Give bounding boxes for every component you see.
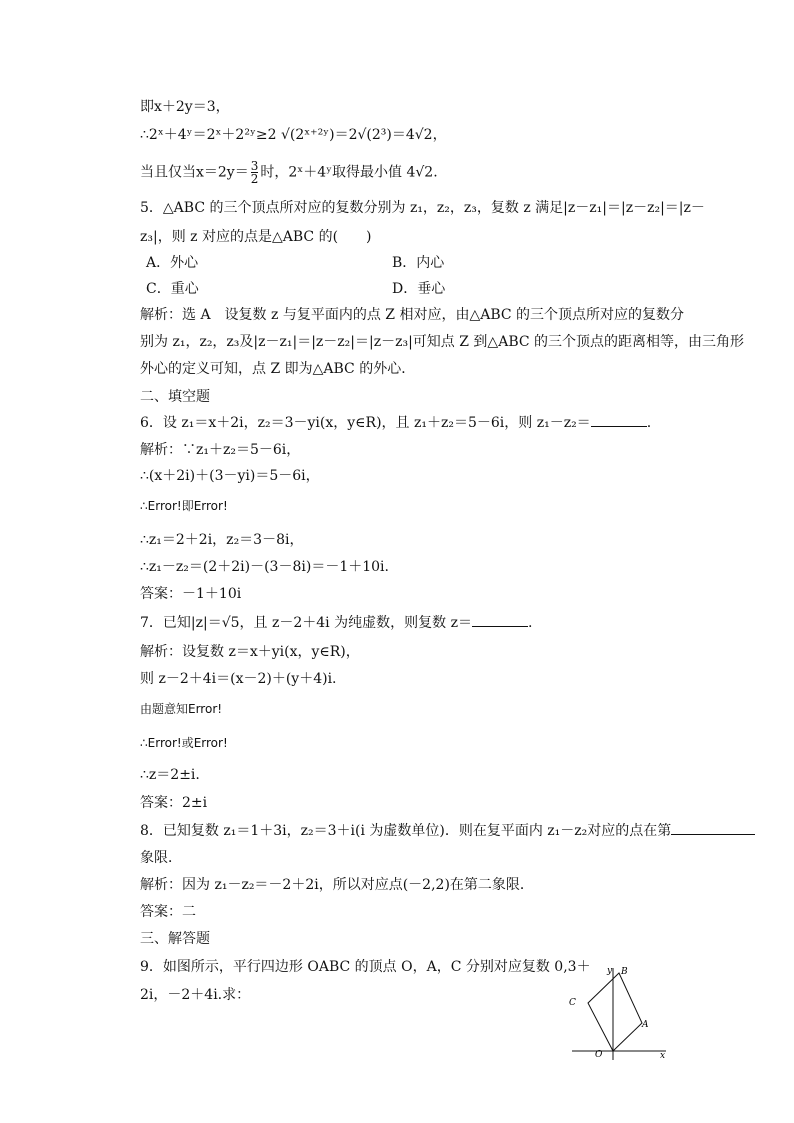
solution-6-line-2: ∴(x＋2i)＋(3－yi)＝5－6i， bbox=[140, 468, 320, 484]
question-9-line-2: 2i，－2＋4i.求： bbox=[140, 987, 251, 1003]
question-7-period: . bbox=[527, 615, 533, 631]
answer-blank bbox=[671, 822, 755, 835]
solution-5-line-2: 别为 z₁，z₂，z₃及|z－z₁|＝|z－z₂|＝|z－z₃|可知点 Z 到△ABC 的三个顶点的距离相等，由三角形 bbox=[140, 334, 745, 350]
fraction-numerator: 3 bbox=[250, 159, 259, 173]
question-7 bbox=[140, 614, 532, 632]
label-y: y bbox=[607, 966, 613, 976]
section-heading-fill-blank: 二、填空题 bbox=[140, 389, 210, 405]
answer-8: 答案：二 bbox=[140, 904, 196, 920]
question-5-line-1: 5．△ABC 的三个顶点所对应的复数分别为 z₁，z₂，z₃，复数 z 满足|z－z₁|＝|z－z₂|＝|z－ bbox=[140, 200, 705, 216]
question-6-text: 6．设 z₁＝x＋2i，z₂＝3－yi(x，y∈R)，且 z₁＋z₂＝5－6i，则 z₁－z₂＝ bbox=[140, 415, 591, 431]
solution-6-line-4: ∴z₁＝2＋2i，z₂＝3－8i， bbox=[140, 532, 304, 548]
text-line: ∴2ˣ＋4ʸ＝2ˣ＋2²ʸ≥2 √(2ˣ⁺²ʸ)＝2√(2³)＝4√2， bbox=[140, 127, 447, 143]
question-6 bbox=[140, 414, 651, 432]
text-fragment: 时，2ˣ＋4ʸ取得最小值 4√2. bbox=[260, 164, 438, 181]
question-8-text: 8．已知复数 z₁＝1＋3i，z₂＝3＋i(i 为虚数单位)．则在复平面内 z₁－z₂对应的点在第 bbox=[140, 823, 672, 839]
text-line: 即x＋2y＝3， bbox=[140, 99, 230, 115]
label-o: O bbox=[595, 1050, 603, 1060]
solution-7-line-1: 解析：设复数 z＝x＋yi(x，y∈R)， bbox=[140, 644, 360, 660]
answer-6: 答案：－1＋10i bbox=[140, 586, 242, 602]
answer-blank bbox=[591, 414, 647, 427]
solution-7-line-4: ∴Error!或Error! bbox=[140, 736, 228, 750]
solution-7-line-3: 由题意知Error! bbox=[140, 702, 223, 716]
solution-5-line-3: 外心的定义可知，点 Z 即为△ABC 的外心． bbox=[140, 361, 416, 377]
label-c: C bbox=[569, 998, 576, 1008]
question-5-line-2: z₃|，则 z 对应的点是△ABC 的( ) bbox=[140, 229, 372, 245]
answer-7: 答案：2±i bbox=[140, 795, 208, 811]
option-a: A．外心 bbox=[146, 255, 199, 271]
solution-7-line-2: 则 z－2＋4i＝(x－2)＋(y＋4)i. bbox=[140, 671, 337, 687]
solution-5-line-1: 解析：选 A 设复数 z 与复平面内的点 Z 相对应，由△ABC 的三个顶点所对应的复数分 bbox=[140, 307, 685, 323]
section-heading-solve: 三、解答题 bbox=[140, 931, 210, 947]
solution-7-line-5: ∴z＝2±i. bbox=[140, 767, 200, 783]
question-8-line-2: 象限． bbox=[140, 850, 182, 866]
option-c: C．重心 bbox=[146, 281, 199, 297]
question-7-text: 7．已知|z|＝√5，且 z－2＋4i 为纯虚数，则复数 z＝ bbox=[140, 615, 472, 631]
parallelogram-oabc bbox=[588, 973, 642, 1051]
fraction-denominator: 2 bbox=[250, 172, 259, 186]
label-x: x bbox=[660, 1051, 666, 1061]
text-fragment: 当且仅当x＝2y＝ bbox=[140, 164, 249, 181]
solution-6-line-3: ∴Error!即Error! bbox=[140, 499, 228, 513]
fraction bbox=[251, 160, 259, 185]
solution-6-line-5: ∴z₁－z₂＝(2＋2i)－(3－8i)＝－1＋10i. bbox=[140, 559, 389, 575]
solution-8: 解析：因为 z₁－z₂＝－2＋2i，所以对应点(－2,2)在第二象限． bbox=[140, 877, 534, 893]
question-6-period: . bbox=[646, 415, 652, 431]
answer-blank bbox=[472, 614, 528, 627]
label-b: B bbox=[621, 967, 628, 977]
text-line bbox=[140, 160, 438, 185]
parallelogram-figure bbox=[560, 960, 680, 1064]
label-a: A bbox=[642, 1020, 649, 1030]
question-9-line-1: 9．如图所示，平行四边形 OABC 的顶点 O，A，C 分别对应复数 0,3＋ bbox=[140, 959, 591, 975]
solution-6-line-1: 解析：∵z₁＋z₂＝5－6i， bbox=[140, 442, 301, 458]
question-8-line-1 bbox=[140, 822, 755, 840]
option-b: B．内心 bbox=[392, 255, 445, 271]
option-d: D．垂心 bbox=[392, 281, 446, 297]
